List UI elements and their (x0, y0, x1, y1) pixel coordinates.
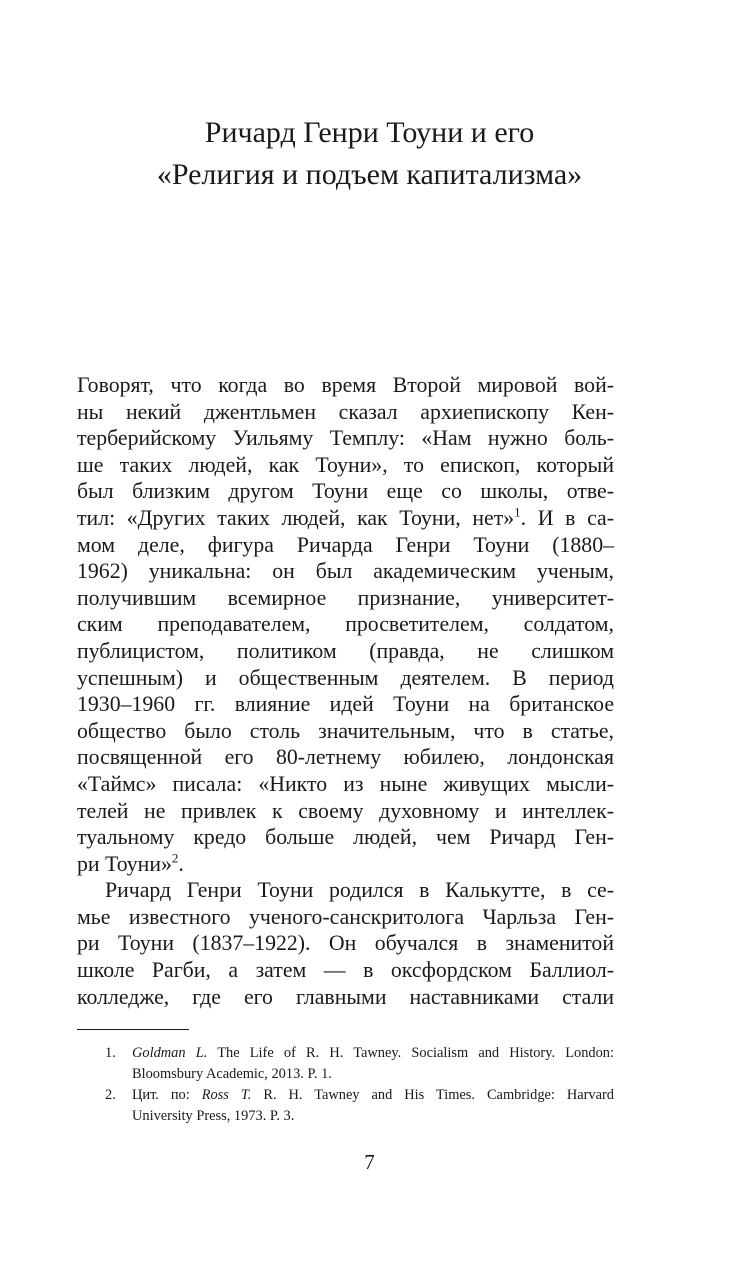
footnote-line: University Press, 1973. P. 3. (132, 1108, 295, 1124)
text-line: телей не привлек к своему духовному и интеллек- (77, 798, 614, 823)
text-line: мье известного ученого-санскритолога Чарльза Ген- (77, 904, 614, 929)
text-line: 1962) уникальна: он был академическим ученым, (77, 559, 614, 584)
footnote-line (132, 1085, 614, 1106)
footnote-ref-1[interactable]: 1 (514, 504, 521, 520)
chapter-title (60, 112, 679, 196)
text-line: общество было столь значительным, что в статье, (77, 718, 614, 743)
footnote-ref-2[interactable]: 2 (171, 850, 179, 866)
footnote-2 (77, 1085, 614, 1127)
text-line: школе Рагби, а затем — в оксфордском Баллиол- (77, 958, 614, 983)
body-text (77, 372, 614, 1010)
text-line: Говорят, что когда во время Второй мировой вой- (77, 373, 614, 397)
text-line: посвященной его 80-летнему юбилею, лондонская (77, 745, 614, 770)
footnote-line (132, 1043, 614, 1064)
footnote-author: Goldman L. (132, 1045, 208, 1061)
text-line: терберийскому Уильяму Темплу: «Нам нужно боль- (77, 426, 614, 451)
chapter-title-line-1: Ричард Генри Тоуни и его (204, 116, 535, 149)
page-number: 7 (364, 1150, 375, 1174)
text-line: колледже, где его главными наставниками стали (77, 984, 614, 1009)
footnote-number: 1. (105, 1045, 116, 1061)
text-fragment: тил: «Других таких людей, как Тоуни, нет» (77, 505, 515, 530)
chapter-title-line-2: «Религия и подъем капитализма» (156, 158, 583, 191)
text-line: ше таких людей, как Тоуни», то епископ, который (77, 452, 614, 477)
text-line: ри Тоуни (1837–1922). Он обучался в знаменитой (77, 931, 614, 956)
text-line: успешным) и общественным деятелем. В период (77, 665, 614, 690)
text-line: 1930–1960 гг. влияние идей Тоуни на британское (77, 692, 614, 717)
text-line: туальному кредо больше людей, чем Ричард Ген- (77, 825, 614, 850)
footnote-text: R. H. Tawney and His Times. Cambridge: Harvard (251, 1087, 614, 1103)
footnote-divider (77, 1029, 189, 1030)
text-line (77, 851, 614, 878)
text-line: ским преподавателем, просветителем, солдатом, (77, 612, 614, 637)
text-fragment: . И в са- (520, 505, 614, 530)
footnote-number: 2. (105, 1087, 116, 1103)
text-fragment: ри Тоуни» (77, 851, 172, 876)
footnotes (77, 1043, 614, 1127)
paragraph-1 (77, 372, 614, 877)
text-line: публицистом, политиком (правда, не слишком (77, 638, 614, 663)
text-line (77, 505, 614, 532)
paragraph-2 (77, 877, 614, 1010)
text-line: получившим всемирное признание, университет- (77, 585, 614, 610)
text-line: мом деле, фигура Ричарда Генри Тоуни (1880– (77, 532, 614, 557)
footnote-author: Ross T. (201, 1087, 252, 1103)
text-line: Ричард Генри Тоуни родился в Калькутте, в се- (105, 878, 614, 903)
footnote-text: The Life of R. H. Tawney. Socialism and History. London: (207, 1045, 614, 1061)
text-fragment: . (178, 851, 184, 876)
text-line: «Таймс» писала: «Никто из ныне живущих мысли- (77, 771, 614, 796)
footnote-1 (77, 1043, 614, 1085)
footnote-line: Bloomsbury Academic, 2013. P. 1. (132, 1066, 332, 1082)
text-line: был близким другом Тоуни еще со школы, отве- (77, 479, 614, 504)
footnote-prefix: Цит. по: (132, 1087, 202, 1103)
text-line: ны некий джентльмен сказал архиепископу Кен- (77, 399, 614, 424)
